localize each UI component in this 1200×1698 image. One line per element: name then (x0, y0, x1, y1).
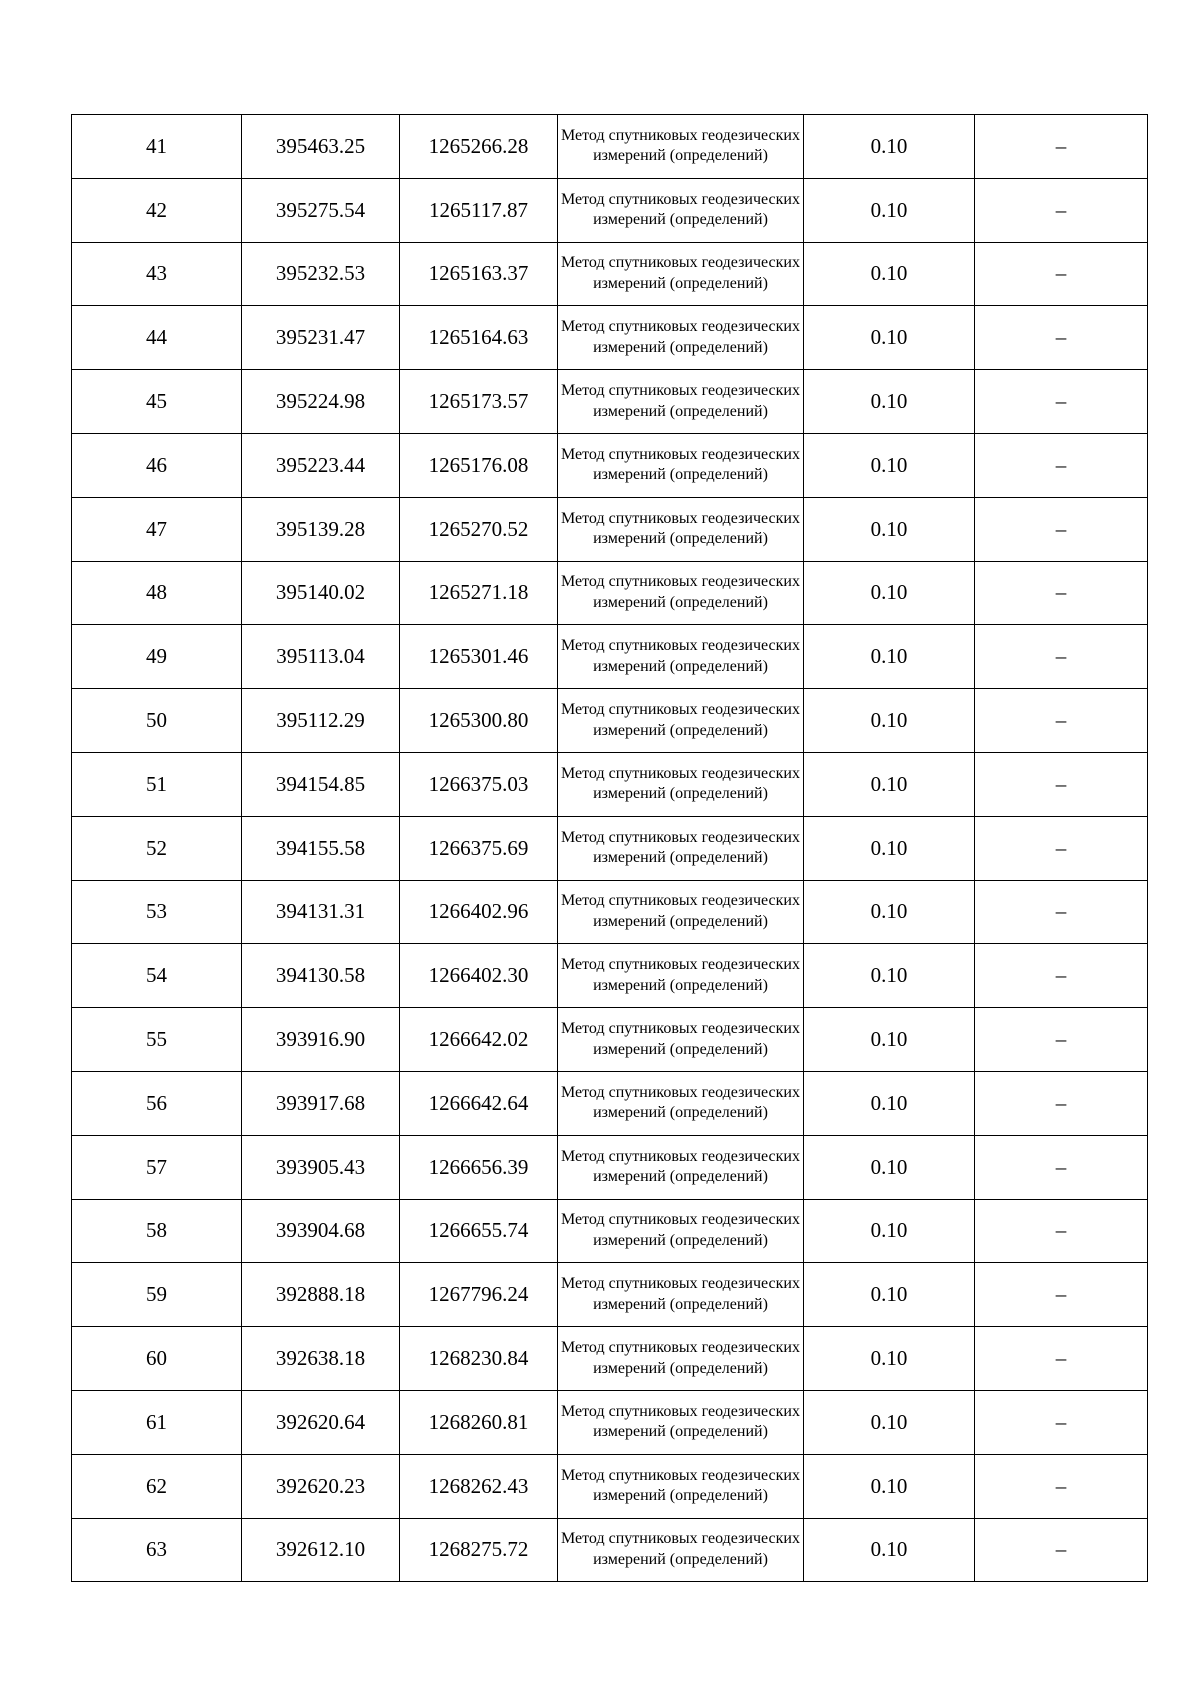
y-coordinate-cell: 1266642.64 (400, 1071, 558, 1135)
point-number-cell: 55 (72, 1008, 242, 1072)
accuracy-cell: 0.10 (804, 433, 975, 497)
table-row (72, 625, 1148, 689)
method-cell: Метод спутниковых геодезических измерений (определений) (558, 370, 804, 434)
accuracy-cell: 0.10 (804, 1135, 975, 1199)
y-coordinate-cell: 1268230.84 (400, 1327, 558, 1391)
table-row (72, 497, 1148, 561)
coordinates-table-body (72, 115, 1148, 1582)
y-coordinate-cell: 1266375.03 (400, 752, 558, 816)
method-cell: Метод спутниковых геодезических измерений (определений) (558, 561, 804, 625)
method-cell: Метод спутниковых геодезических измерений (определений) (558, 1390, 804, 1454)
y-coordinate-cell: 1265164.63 (400, 306, 558, 370)
method-cell: Метод спутниковых геодезических измерений (определений) (558, 1135, 804, 1199)
x-coordinate-cell: 395112.29 (242, 689, 400, 753)
accuracy-cell: 0.10 (804, 1071, 975, 1135)
y-coordinate-cell: 1265173.57 (400, 370, 558, 434)
description-cell: – (975, 1454, 1148, 1518)
point-number-cell: 62 (72, 1454, 242, 1518)
accuracy-cell: 0.10 (804, 370, 975, 434)
y-coordinate-cell: 1265300.80 (400, 689, 558, 753)
table-row (72, 1199, 1148, 1263)
method-cell: Метод спутниковых геодезических измерений (определений) (558, 1327, 804, 1391)
description-cell: – (975, 752, 1148, 816)
accuracy-cell: 0.10 (804, 242, 975, 306)
accuracy-cell: 0.10 (804, 944, 975, 1008)
y-coordinate-cell: 1265270.52 (400, 497, 558, 561)
point-number-cell: 48 (72, 561, 242, 625)
accuracy-cell: 0.10 (804, 1199, 975, 1263)
point-number-cell: 54 (72, 944, 242, 1008)
point-number-cell: 51 (72, 752, 242, 816)
accuracy-cell: 0.10 (804, 497, 975, 561)
point-number-cell: 44 (72, 306, 242, 370)
point-number-cell: 63 (72, 1518, 242, 1582)
method-cell: Метод спутниковых геодезических измерений (определений) (558, 1008, 804, 1072)
table-row (72, 370, 1148, 434)
y-coordinate-cell: 1268262.43 (400, 1454, 558, 1518)
table-row (72, 816, 1148, 880)
y-coordinate-cell: 1265301.46 (400, 625, 558, 689)
accuracy-cell: 0.10 (804, 1454, 975, 1518)
point-number-cell: 59 (72, 1263, 242, 1327)
accuracy-cell: 0.10 (804, 625, 975, 689)
description-cell: – (975, 1135, 1148, 1199)
table-row (72, 689, 1148, 753)
point-number-cell: 43 (72, 242, 242, 306)
y-coordinate-cell: 1266375.69 (400, 816, 558, 880)
table-row (72, 1263, 1148, 1327)
table-row (72, 752, 1148, 816)
description-cell: – (975, 370, 1148, 434)
table-row (72, 1327, 1148, 1391)
accuracy-cell: 0.10 (804, 816, 975, 880)
method-cell: Метод спутниковых геодезических измерений (определений) (558, 1454, 804, 1518)
y-coordinate-cell: 1266656.39 (400, 1135, 558, 1199)
x-coordinate-cell: 392620.23 (242, 1454, 400, 1518)
method-cell: Метод спутниковых геодезических измерений (определений) (558, 1518, 804, 1582)
y-coordinate-cell: 1267796.24 (400, 1263, 558, 1327)
description-cell: – (975, 816, 1148, 880)
x-coordinate-cell: 395140.02 (242, 561, 400, 625)
method-cell: Метод спутниковых геодезических измерений (определений) (558, 497, 804, 561)
x-coordinate-cell: 393905.43 (242, 1135, 400, 1199)
description-cell: – (975, 561, 1148, 625)
method-cell: Метод спутниковых геодезических измерений (определений) (558, 880, 804, 944)
point-number-cell: 56 (72, 1071, 242, 1135)
y-coordinate-cell: 1265117.87 (400, 178, 558, 242)
x-coordinate-cell: 392638.18 (242, 1327, 400, 1391)
description-cell: – (975, 115, 1148, 179)
table-row (72, 880, 1148, 944)
description-cell: – (975, 1390, 1148, 1454)
method-cell: Метод спутниковых геодезических измерений (определений) (558, 625, 804, 689)
point-number-cell: 46 (72, 433, 242, 497)
table-row (72, 1071, 1148, 1135)
description-cell: – (975, 1327, 1148, 1391)
method-cell: Метод спутниковых геодезических измерений (определений) (558, 306, 804, 370)
point-number-cell: 58 (72, 1199, 242, 1263)
accuracy-cell: 0.10 (804, 1518, 975, 1582)
x-coordinate-cell: 395224.98 (242, 370, 400, 434)
x-coordinate-cell: 395463.25 (242, 115, 400, 179)
accuracy-cell: 0.10 (804, 115, 975, 179)
x-coordinate-cell: 392612.10 (242, 1518, 400, 1582)
point-number-cell: 41 (72, 115, 242, 179)
x-coordinate-cell: 393917.68 (242, 1071, 400, 1135)
description-cell: – (975, 944, 1148, 1008)
point-number-cell: 45 (72, 370, 242, 434)
method-cell: Метод спутниковых геодезических измерений (определений) (558, 1071, 804, 1135)
description-cell: – (975, 1518, 1148, 1582)
description-cell: – (975, 433, 1148, 497)
y-coordinate-cell: 1266642.02 (400, 1008, 558, 1072)
accuracy-cell: 0.10 (804, 752, 975, 816)
accuracy-cell: 0.10 (804, 306, 975, 370)
point-number-cell: 60 (72, 1327, 242, 1391)
table-row (72, 1390, 1148, 1454)
method-cell: Метод спутниковых геодезических измерений (определений) (558, 752, 804, 816)
point-number-cell: 49 (72, 625, 242, 689)
method-cell: Метод спутниковых геодезических измерений (определений) (558, 242, 804, 306)
x-coordinate-cell: 395231.47 (242, 306, 400, 370)
x-coordinate-cell: 395139.28 (242, 497, 400, 561)
x-coordinate-cell: 394130.58 (242, 944, 400, 1008)
table-row (72, 433, 1148, 497)
table-row (72, 561, 1148, 625)
method-cell: Метод спутниковых геодезических измерений (определений) (558, 816, 804, 880)
method-cell: Метод спутниковых геодезических измерений (определений) (558, 433, 804, 497)
accuracy-cell: 0.10 (804, 1263, 975, 1327)
y-coordinate-cell: 1266402.30 (400, 944, 558, 1008)
accuracy-cell: 0.10 (804, 178, 975, 242)
accuracy-cell: 0.10 (804, 880, 975, 944)
coordinates-table (71, 114, 1148, 1582)
accuracy-cell: 0.10 (804, 1327, 975, 1391)
description-cell: – (975, 497, 1148, 561)
point-number-cell: 42 (72, 178, 242, 242)
description-cell: – (975, 880, 1148, 944)
accuracy-cell: 0.10 (804, 689, 975, 753)
description-cell: – (975, 689, 1148, 753)
description-cell: – (975, 306, 1148, 370)
description-cell: – (975, 242, 1148, 306)
point-number-cell: 57 (72, 1135, 242, 1199)
y-coordinate-cell: 1265163.37 (400, 242, 558, 306)
table-row (72, 1008, 1148, 1072)
y-coordinate-cell: 1268275.72 (400, 1518, 558, 1582)
description-cell: – (975, 1008, 1148, 1072)
description-cell: – (975, 1071, 1148, 1135)
table-row (72, 242, 1148, 306)
x-coordinate-cell: 392620.64 (242, 1390, 400, 1454)
table-row (72, 115, 1148, 179)
point-number-cell: 47 (72, 497, 242, 561)
description-cell: – (975, 1199, 1148, 1263)
point-number-cell: 52 (72, 816, 242, 880)
x-coordinate-cell: 395113.04 (242, 625, 400, 689)
x-coordinate-cell: 392888.18 (242, 1263, 400, 1327)
accuracy-cell: 0.10 (804, 1008, 975, 1072)
x-coordinate-cell: 394155.58 (242, 816, 400, 880)
method-cell: Метод спутниковых геодезических измерений (определений) (558, 178, 804, 242)
method-cell: Метод спутниковых геодезических измерений (определений) (558, 1263, 804, 1327)
description-cell: – (975, 625, 1148, 689)
point-number-cell: 61 (72, 1390, 242, 1454)
table-row (72, 306, 1148, 370)
table-row (72, 178, 1148, 242)
method-cell: Метод спутниковых геодезических измерений (определений) (558, 1199, 804, 1263)
y-coordinate-cell: 1265266.28 (400, 115, 558, 179)
y-coordinate-cell: 1268260.81 (400, 1390, 558, 1454)
accuracy-cell: 0.10 (804, 561, 975, 625)
y-coordinate-cell: 1266402.96 (400, 880, 558, 944)
x-coordinate-cell: 393916.90 (242, 1008, 400, 1072)
x-coordinate-cell: 395223.44 (242, 433, 400, 497)
x-coordinate-cell: 395232.53 (242, 242, 400, 306)
x-coordinate-cell: 394154.85 (242, 752, 400, 816)
table-row (72, 1518, 1148, 1582)
method-cell: Метод спутниковых геодезических измерений (определений) (558, 944, 804, 1008)
table-row (72, 1454, 1148, 1518)
method-cell: Метод спутниковых геодезических измерений (определений) (558, 689, 804, 753)
description-cell: – (975, 1263, 1148, 1327)
method-cell: Метод спутниковых геодезических измерений (определений) (558, 115, 804, 179)
table-row (72, 944, 1148, 1008)
y-coordinate-cell: 1265271.18 (400, 561, 558, 625)
point-number-cell: 53 (72, 880, 242, 944)
x-coordinate-cell: 393904.68 (242, 1199, 400, 1263)
accuracy-cell: 0.10 (804, 1390, 975, 1454)
x-coordinate-cell: 395275.54 (242, 178, 400, 242)
table-row (72, 1135, 1148, 1199)
y-coordinate-cell: 1265176.08 (400, 433, 558, 497)
y-coordinate-cell: 1266655.74 (400, 1199, 558, 1263)
description-cell: – (975, 178, 1148, 242)
point-number-cell: 50 (72, 689, 242, 753)
x-coordinate-cell: 394131.31 (242, 880, 400, 944)
